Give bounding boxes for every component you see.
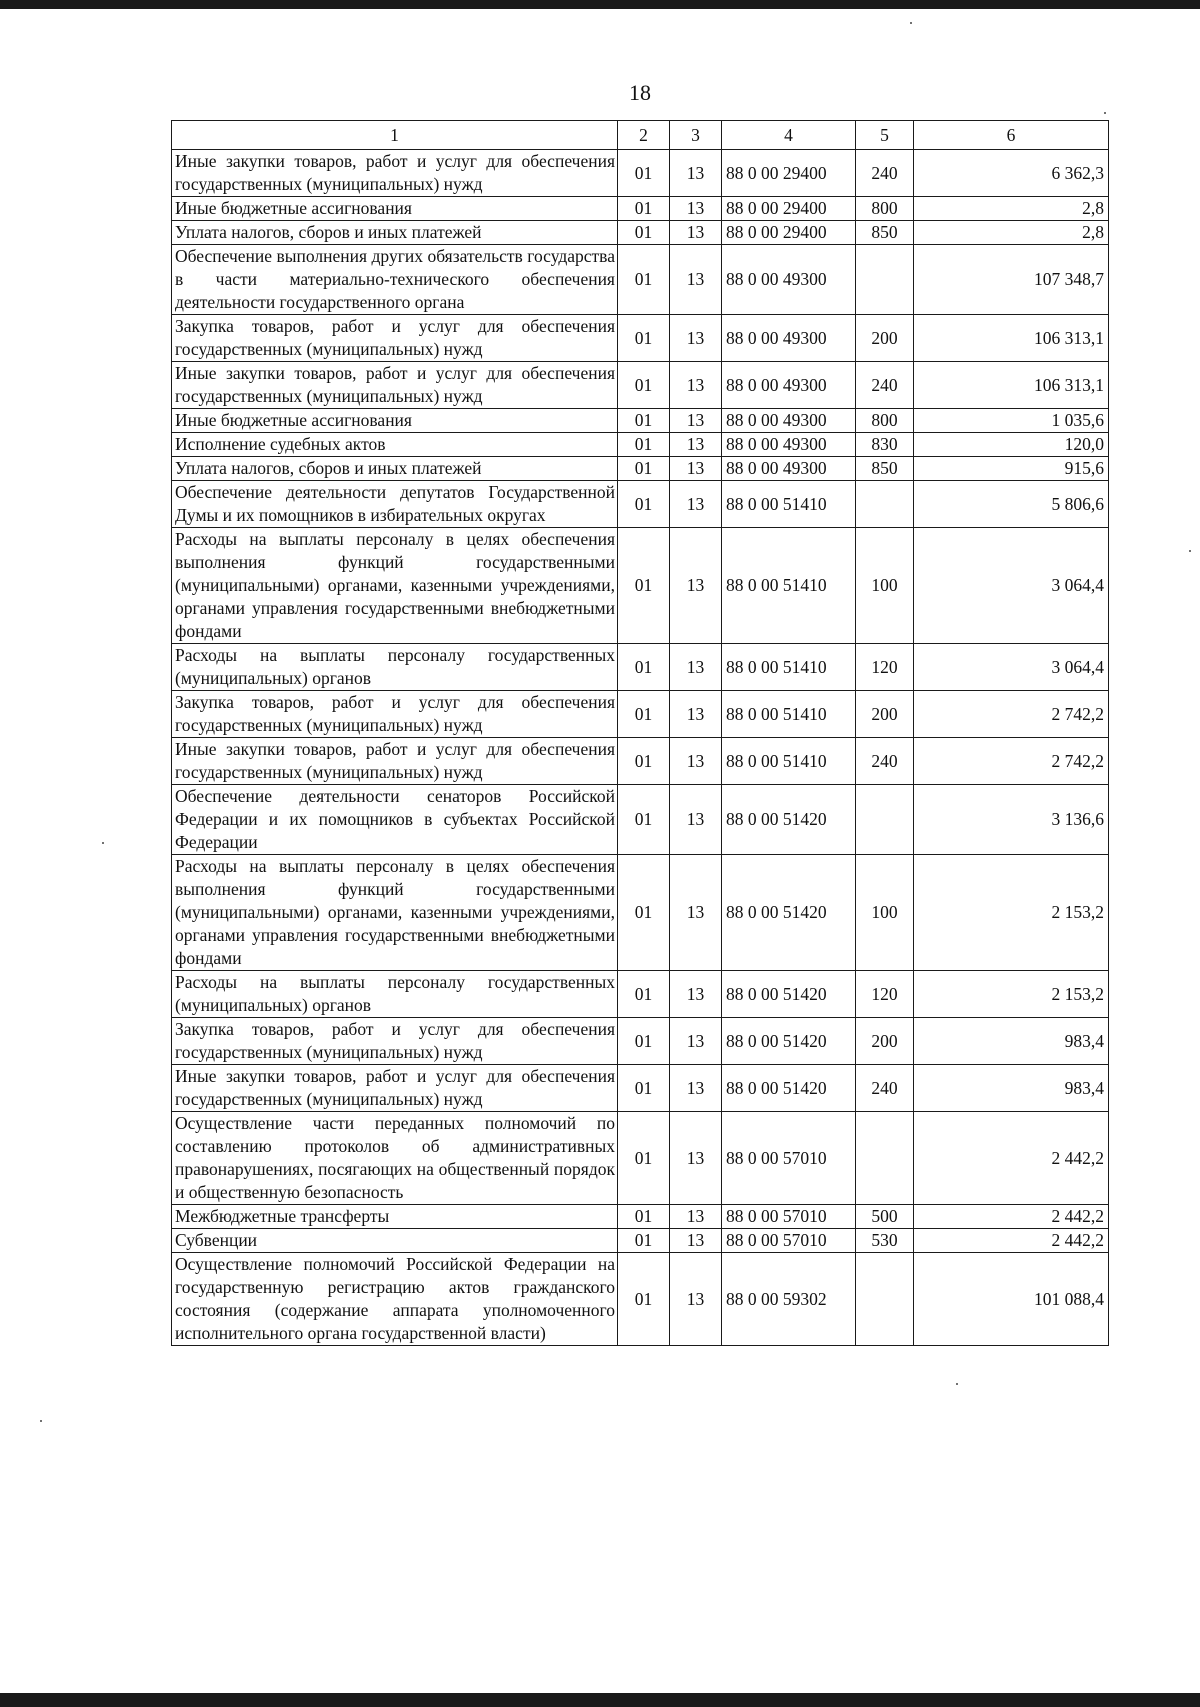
section-code-cell: 01	[618, 1205, 670, 1229]
expense-type-cell: 120	[856, 644, 914, 691]
table-row	[172, 691, 1109, 738]
section-code-cell: 01	[618, 1229, 670, 1253]
target-article-cell: 88 0 00 49300	[722, 315, 856, 362]
amount-cell: 3 064,4	[914, 528, 1109, 644]
amount-cell: 2 153,2	[914, 971, 1109, 1018]
table-row	[172, 481, 1109, 528]
table-row	[172, 315, 1109, 362]
scan-speck	[1189, 550, 1191, 552]
row-name-cell: Расходы на выплаты персоналу в целях обеспечения выполнения функций государственными (муниципальными) органами, казенными учреждениями, органами управления государственными внебюджетными фондами	[172, 528, 618, 644]
table-row	[172, 457, 1109, 481]
amount-cell: 3 136,6	[914, 785, 1109, 855]
subsection-code-cell: 13	[670, 315, 722, 362]
amount-cell: 101 088,4	[914, 1253, 1109, 1346]
expense-type-cell: 240	[856, 1065, 914, 1112]
target-article-cell: 88 0 00 49300	[722, 362, 856, 409]
subsection-code-cell: 13	[670, 409, 722, 433]
subsection-code-cell: 13	[670, 738, 722, 785]
table-row	[172, 197, 1109, 221]
expense-type-cell: 200	[856, 691, 914, 738]
row-name-cell: Осуществление части переданных полномочий по составлению протоколов об административных правонарушениях, посягающих на общественный порядок и общественную безопасность	[172, 1112, 618, 1205]
expense-type-cell: 200	[856, 1018, 914, 1065]
subsection-code-cell: 13	[670, 245, 722, 315]
target-article-cell: 88 0 00 49300	[722, 409, 856, 433]
expense-type-cell	[856, 785, 914, 855]
subsection-code-cell: 13	[670, 362, 722, 409]
expense-type-cell: 200	[856, 315, 914, 362]
expense-type-cell	[856, 1253, 914, 1346]
subsection-code-cell: 13	[670, 433, 722, 457]
amount-cell: 2 442,2	[914, 1229, 1109, 1253]
amount-cell: 6 362,3	[914, 150, 1109, 197]
target-article-cell: 88 0 00 51420	[722, 1018, 856, 1065]
section-code-cell: 01	[618, 433, 670, 457]
section-code-cell: 01	[618, 785, 670, 855]
subsection-code-cell: 13	[670, 1205, 722, 1229]
expense-type-cell: 240	[856, 150, 914, 197]
row-name-cell: Иные закупки товаров, работ и услуг для обеспечения государственных (муниципальных) нужд	[172, 1065, 618, 1112]
subsection-code-cell: 13	[670, 528, 722, 644]
amount-cell: 2 442,2	[914, 1205, 1109, 1229]
section-code-cell: 01	[618, 971, 670, 1018]
target-article-cell: 88 0 00 29400	[722, 221, 856, 245]
expense-type-cell	[856, 481, 914, 528]
section-code-cell: 01	[618, 528, 670, 644]
subsection-code-cell: 13	[670, 150, 722, 197]
row-name-cell: Иные закупки товаров, работ и услуг для обеспечения государственных (муниципальных) нужд	[172, 738, 618, 785]
table-row	[172, 362, 1109, 409]
scan-speck	[40, 1420, 42, 1422]
amount-cell: 915,6	[914, 457, 1109, 481]
amount-cell: 5 806,6	[914, 481, 1109, 528]
table-row	[172, 738, 1109, 785]
subsection-code-cell: 13	[670, 691, 722, 738]
target-article-cell: 88 0 00 57010	[722, 1205, 856, 1229]
amount-cell: 106 313,1	[914, 362, 1109, 409]
subsection-code-cell: 13	[670, 1018, 722, 1065]
target-article-cell: 88 0 00 51410	[722, 528, 856, 644]
amount-cell: 2 442,2	[914, 1112, 1109, 1205]
section-code-cell: 01	[618, 245, 670, 315]
target-article-cell: 88 0 00 49300	[722, 433, 856, 457]
row-name-cell: Иные бюджетные ассигнования	[172, 409, 618, 433]
target-article-cell: 88 0 00 59302	[722, 1253, 856, 1346]
subsection-code-cell: 13	[670, 644, 722, 691]
table-row	[172, 644, 1109, 691]
row-name-cell: Уплата налогов, сборов и иных платежей	[172, 221, 618, 245]
target-article-cell: 88 0 00 51410	[722, 644, 856, 691]
subsection-code-cell: 13	[670, 785, 722, 855]
row-name-cell: Обеспечение деятельности сенаторов Российской Федерации и их помощников в субъектах Российской Федерации	[172, 785, 618, 855]
section-code-cell: 01	[618, 457, 670, 481]
scan-edge-top	[0, 0, 1200, 9]
expense-type-cell: 100	[856, 528, 914, 644]
amount-cell: 2 742,2	[914, 738, 1109, 785]
expense-type-cell	[856, 1112, 914, 1205]
table-row	[172, 221, 1109, 245]
target-article-cell: 88 0 00 51420	[722, 971, 856, 1018]
target-article-cell: 88 0 00 29400	[722, 197, 856, 221]
section-code-cell: 01	[618, 197, 670, 221]
expense-type-cell: 830	[856, 433, 914, 457]
header-row	[172, 121, 1109, 150]
table-row	[172, 433, 1109, 457]
table-row	[172, 1065, 1109, 1112]
section-code-cell: 01	[618, 1065, 670, 1112]
column-header: 2	[618, 121, 670, 150]
section-code-cell: 01	[618, 409, 670, 433]
scan-speck	[1104, 112, 1106, 114]
amount-cell: 120,0	[914, 433, 1109, 457]
section-code-cell: 01	[618, 1253, 670, 1346]
expense-type-cell: 800	[856, 197, 914, 221]
expense-type-cell: 530	[856, 1229, 914, 1253]
amount-cell: 983,4	[914, 1065, 1109, 1112]
budget-table	[171, 120, 1109, 1346]
amount-cell: 983,4	[914, 1018, 1109, 1065]
target-article-cell: 88 0 00 51420	[722, 1065, 856, 1112]
scan-edge-bottom	[0, 1693, 1200, 1707]
row-name-cell: Уплата налогов, сборов и иных платежей	[172, 457, 618, 481]
row-name-cell: Иные бюджетные ассигнования	[172, 197, 618, 221]
row-name-cell: Осуществление полномочий Российской Федерации на государственную регистрацию актов гражданского состояния (содержание аппарата уполномоченного исполнительного органа государственной власти)	[172, 1253, 618, 1346]
section-code-cell: 01	[618, 315, 670, 362]
amount-cell: 2,8	[914, 221, 1109, 245]
table-row	[172, 1205, 1109, 1229]
subsection-code-cell: 13	[670, 481, 722, 528]
table-row	[172, 150, 1109, 197]
expense-type-cell: 120	[856, 971, 914, 1018]
expense-type-cell: 850	[856, 221, 914, 245]
subsection-code-cell: 13	[670, 971, 722, 1018]
row-name-cell: Обеспечение выполнения других обязательств государства в части материально-технического обеспечения деятельности государственного органа	[172, 245, 618, 315]
row-name-cell: Закупка товаров, работ и услуг для обеспечения государственных (муниципальных) нужд	[172, 1018, 618, 1065]
table-row	[172, 971, 1109, 1018]
row-name-cell: Исполнение судебных актов	[172, 433, 618, 457]
expense-type-cell: 100	[856, 855, 914, 971]
row-name-cell: Закупка товаров, работ и услуг для обеспечения государственных (муниципальных) нужд	[172, 691, 618, 738]
page-number: 18	[629, 80, 651, 105]
subsection-code-cell: 13	[670, 457, 722, 481]
section-code-cell: 01	[618, 1112, 670, 1205]
section-code-cell: 01	[618, 221, 670, 245]
subsection-code-cell: 13	[670, 1112, 722, 1205]
expense-type-cell: 800	[856, 409, 914, 433]
table-row	[172, 528, 1109, 644]
row-name-cell: Субвенции	[172, 1229, 618, 1253]
target-article-cell: 88 0 00 57010	[722, 1229, 856, 1253]
table-row	[172, 1018, 1109, 1065]
amount-cell: 2 742,2	[914, 691, 1109, 738]
target-article-cell: 88 0 00 51420	[722, 785, 856, 855]
amount-cell: 2 153,2	[914, 855, 1109, 971]
expense-type-cell: 500	[856, 1205, 914, 1229]
scan-speck	[956, 1383, 958, 1385]
section-code-cell: 01	[618, 150, 670, 197]
table-row	[172, 855, 1109, 971]
table-row	[172, 1253, 1109, 1346]
table-row	[172, 245, 1109, 315]
scan-speck	[910, 22, 912, 24]
amount-cell: 2,8	[914, 197, 1109, 221]
expense-type-cell: 240	[856, 738, 914, 785]
target-article-cell: 88 0 00 29400	[722, 150, 856, 197]
row-name-cell: Расходы на выплаты персоналу государственных (муниципальных) органов	[172, 971, 618, 1018]
table-body	[172, 150, 1109, 1346]
table-row	[172, 785, 1109, 855]
target-article-cell: 88 0 00 57010	[722, 1112, 856, 1205]
expense-type-cell	[856, 245, 914, 315]
row-name-cell: Расходы на выплаты персоналу государственных (муниципальных) органов	[172, 644, 618, 691]
expense-type-cell: 850	[856, 457, 914, 481]
amount-cell: 3 064,4	[914, 644, 1109, 691]
column-header: 1	[172, 121, 618, 150]
subsection-code-cell: 13	[670, 221, 722, 245]
section-code-cell: 01	[618, 738, 670, 785]
target-article-cell: 88 0 00 49300	[722, 245, 856, 315]
target-article-cell: 88 0 00 51410	[722, 691, 856, 738]
section-code-cell: 01	[618, 1018, 670, 1065]
amount-cell: 107 348,7	[914, 245, 1109, 315]
target-article-cell: 88 0 00 51410	[722, 481, 856, 528]
expense-type-cell: 240	[856, 362, 914, 409]
section-code-cell: 01	[618, 481, 670, 528]
section-code-cell: 01	[618, 855, 670, 971]
subsection-code-cell: 13	[670, 1065, 722, 1112]
subsection-code-cell: 13	[670, 197, 722, 221]
target-article-cell: 88 0 00 51420	[722, 855, 856, 971]
table-row	[172, 409, 1109, 433]
subsection-code-cell: 13	[670, 1229, 722, 1253]
section-code-cell: 01	[618, 644, 670, 691]
row-name-cell: Закупка товаров, работ и услуг для обеспечения государственных (муниципальных) нужд	[172, 315, 618, 362]
column-header: 5	[856, 121, 914, 150]
section-code-cell: 01	[618, 362, 670, 409]
target-article-cell: 88 0 00 49300	[722, 457, 856, 481]
subsection-code-cell: 13	[670, 1253, 722, 1346]
column-header: 3	[670, 121, 722, 150]
subsection-code-cell: 13	[670, 855, 722, 971]
target-article-cell: 88 0 00 51410	[722, 738, 856, 785]
row-name-cell: Иные закупки товаров, работ и услуг для обеспечения государственных (муниципальных) нужд	[172, 150, 618, 197]
amount-cell: 106 313,1	[914, 315, 1109, 362]
section-code-cell: 01	[618, 691, 670, 738]
column-header: 6	[914, 121, 1109, 150]
table-row	[172, 1229, 1109, 1253]
row-name-cell: Обеспечение деятельности депутатов Государственной Думы и их помощников в избирательных округах	[172, 481, 618, 528]
column-header: 4	[722, 121, 856, 150]
row-name-cell: Иные закупки товаров, работ и услуг для обеспечения государственных (муниципальных) нужд	[172, 362, 618, 409]
scan-speck	[102, 842, 104, 844]
table-row	[172, 1112, 1109, 1205]
row-name-cell: Расходы на выплаты персоналу в целях обеспечения выполнения функций государственными (муниципальными) органами, казенными учреждениями, органами управления государственными внебюджетными фондами	[172, 855, 618, 971]
row-name-cell: Межбюджетные трансферты	[172, 1205, 618, 1229]
amount-cell: 1 035,6	[914, 409, 1109, 433]
